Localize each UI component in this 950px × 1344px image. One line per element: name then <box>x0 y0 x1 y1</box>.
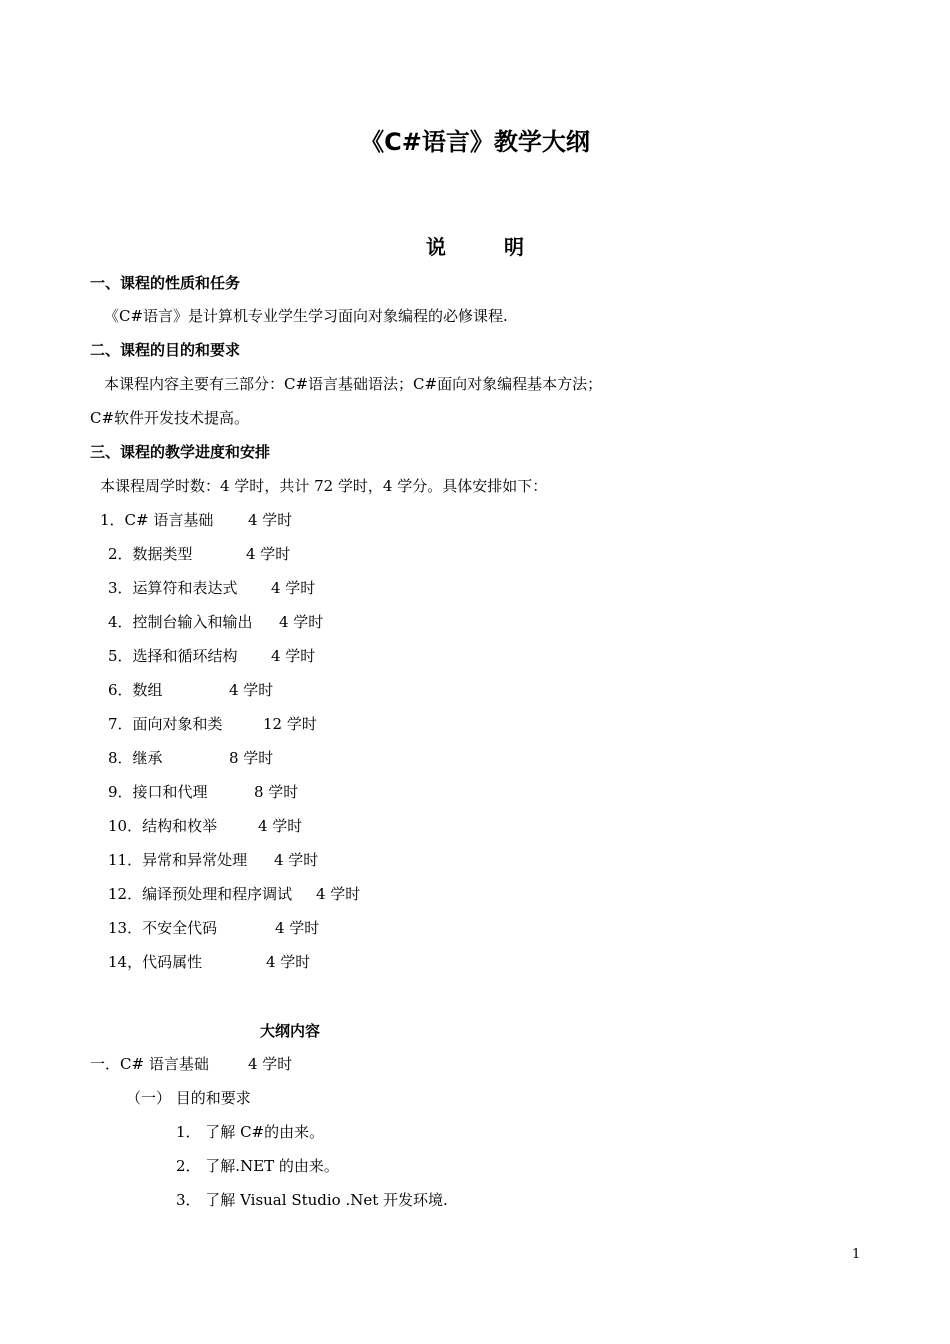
section-2-text-line-1: 本课程内容主要有三部分：C#语言基础语法；C#面向对象编程基本方法； <box>104 375 603 393</box>
schedule-item-hours: 8 学时 <box>254 783 299 801</box>
schedule-item-name: 5．选择和循环结构 <box>108 647 238 665</box>
schedule-item <box>108 645 316 667</box>
section-1-text: 《C#语言》是计算机专业学生学习面向对象编程的必修课程. <box>104 307 508 325</box>
schedule-item-name: 12．编译预处理和程序调试 <box>108 885 293 903</box>
schedule-item <box>108 747 274 769</box>
schedule-item-hours: 4 学时 <box>275 919 320 937</box>
schedule-item <box>108 815 303 837</box>
outline-point: 3． 了解 Visual Studio .Net 开发环境. <box>176 1191 448 1209</box>
schedule-item <box>108 781 299 803</box>
schedule-item-hours: 12 学时 <box>263 715 317 733</box>
schedule-item-name: 11．异常和异常处理 <box>108 851 248 869</box>
outline-point: 2． 了解.NET 的由来。 <box>176 1157 339 1175</box>
schedule-item-hours: 4 学时 <box>246 545 291 563</box>
schedule-item-name: 6．数组 <box>108 681 163 699</box>
schedule-item <box>108 917 320 939</box>
schedule-item <box>108 849 319 871</box>
schedule-item-name: 9．接口和代理 <box>108 783 208 801</box>
section-subtitle <box>0 233 950 261</box>
schedule-item-name: 14，代码属性 <box>108 953 203 971</box>
schedule-item-hours: 4 学时 <box>271 579 316 597</box>
schedule-item-name: 10．结构和枚举 <box>108 817 218 835</box>
schedule-item-hours: 4 学时 <box>274 851 319 869</box>
schedule-item-name: 2．数据类型 <box>108 545 193 563</box>
schedule-item-name: 7．面向对象和类 <box>108 715 223 733</box>
section-2-text-line-2: C#软件开发技术提高。 <box>90 409 250 427</box>
outline-chapter <box>90 1053 293 1075</box>
section-2-heading: 二、课程的目的和要求 <box>90 341 241 359</box>
schedule-item <box>108 611 324 633</box>
schedule-item-name: 4．控制台输入和输出 <box>108 613 253 631</box>
schedule-item-hours: 4 学时 <box>258 817 303 835</box>
outline-chapter-hours: 4 学时 <box>248 1055 293 1073</box>
schedule-item-hours: 4 学时 <box>266 953 311 971</box>
schedule-item <box>108 679 274 701</box>
outline-heading: 大纲内容 <box>260 1022 321 1040</box>
schedule-item <box>108 883 361 905</box>
schedule-item <box>108 951 311 973</box>
schedule-item-hours: 8 学时 <box>229 749 274 767</box>
schedule-item <box>108 577 316 599</box>
outline-point: 1． 了解 C#的由来。 <box>176 1123 325 1141</box>
section-3-heading: 三、课程的教学进度和安排 <box>90 443 271 461</box>
outline-chapter-name: 一．C# 语言基础 <box>90 1055 209 1073</box>
schedule-item-hours: 4 学时 <box>279 613 324 631</box>
subtitle-char-2: 明 <box>504 235 524 259</box>
schedule-item-name: 8．继承 <box>108 749 163 767</box>
schedule-item-hours: 4 学时 <box>316 885 361 903</box>
section-1-heading: 一、课程的性质和任务 <box>90 274 241 292</box>
document-title: 《C#语言》教学大纲 <box>360 128 590 156</box>
subtitle-char-1: 说 <box>426 235 446 259</box>
schedule-item-name: 3．运算符和表达式 <box>108 579 238 597</box>
schedule-item-hours: 4 学时 <box>248 511 293 529</box>
schedule-item <box>108 543 291 565</box>
schedule-item <box>108 713 317 735</box>
schedule-item-hours: 4 学时 <box>229 681 274 699</box>
page-number: 1 <box>852 1247 861 1262</box>
outline-sub-heading: （一） 目的和要求 <box>126 1089 251 1107</box>
schedule-item-hours: 4 学时 <box>271 647 316 665</box>
schedule-item-name: 13．不安全代码 <box>108 919 218 937</box>
section-3-intro: 本课程周学时数：4 学时，共计 72 学时，4 学分。具体安排如下： <box>100 477 548 495</box>
schedule-item <box>100 509 293 531</box>
schedule-item-name: 1．C# 语言基础 <box>100 511 214 529</box>
